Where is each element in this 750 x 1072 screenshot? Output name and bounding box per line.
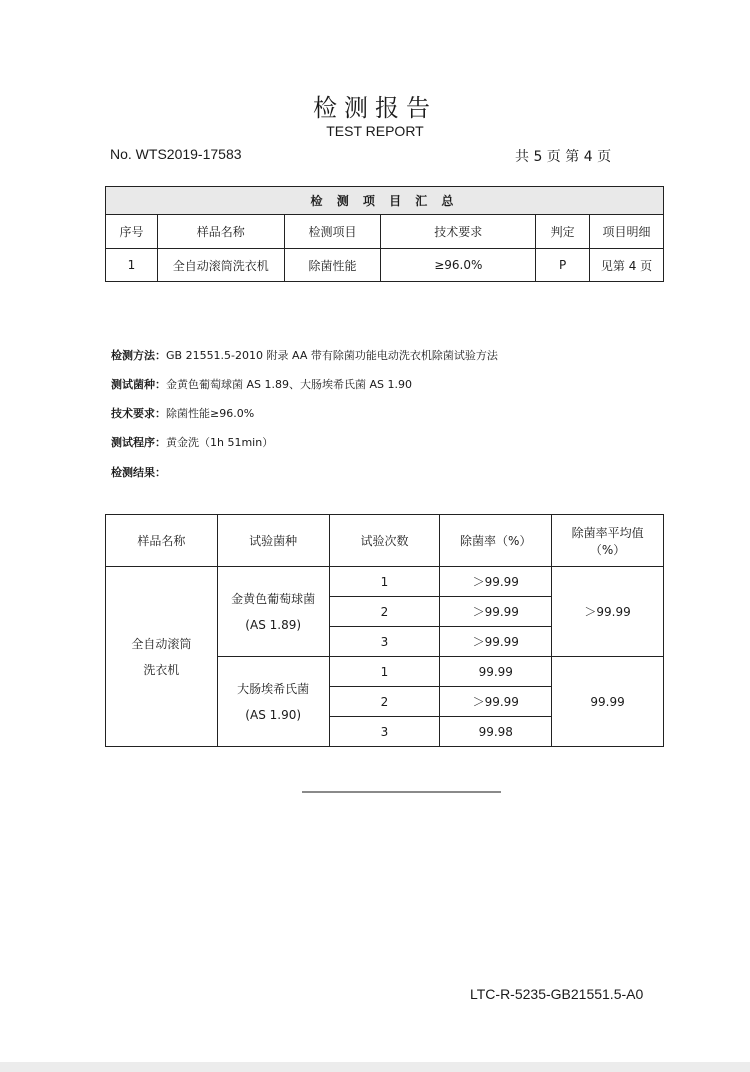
info-result-label: 检测结果： <box>111 466 166 479</box>
info-requirement-value: 除菌性能≥96.0% <box>166 407 255 420</box>
summary-cell-requirement: ≥96.0% <box>381 249 536 282</box>
results-col-rate: 除菌率（%） <box>440 515 552 567</box>
results-col-sample: 样品名称 <box>106 515 218 567</box>
results-strain2-line2: (AS 1.90) <box>245 707 302 722</box>
info-method-value: GB 21551.5-2010 附录 AA 带有除菌功能电动洗衣机除菌试验方法 <box>166 349 498 362</box>
results-strain1-average: ＞99.99 <box>552 567 664 657</box>
results-strain2 <box>217 657 329 747</box>
results-strain1 <box>217 567 329 657</box>
results-sample <box>106 567 218 747</box>
info-result <box>111 466 166 480</box>
info-strains <box>111 378 412 392</box>
results-table <box>105 514 664 747</box>
results-col-average-line1: 除菌率平均值 <box>571 525 644 540</box>
report-number: No. WTS2019-17583 <box>110 146 242 162</box>
summary-col-detail: 项目明细 <box>590 215 664 249</box>
end-divider <box>302 791 501 793</box>
results-trial-rate: 99.98 <box>440 717 552 747</box>
table-row <box>106 567 664 597</box>
info-program <box>111 436 273 450</box>
summary-cell-sample: 全自动滚筒洗衣机 <box>157 249 284 282</box>
results-col-strain: 试验菌种 <box>217 515 329 567</box>
info-requirement-label: 技术要求： <box>111 407 166 420</box>
results-sample-line2: 洗衣机 <box>143 662 180 677</box>
results-trial-rate: 99.99 <box>440 657 552 687</box>
table-row <box>106 249 664 282</box>
results-col-average <box>552 515 664 567</box>
results-trial-number: 2 <box>329 687 440 717</box>
summary-col-verdict: 判定 <box>536 215 590 249</box>
summary-title: 检 测 项 目 汇 总 <box>106 187 664 215</box>
results-col-trial: 试验次数 <box>329 515 440 567</box>
report-title-en: TEST REPORT <box>326 123 424 139</box>
results-strain2-line1: 大肠埃希氏菌 <box>237 681 310 696</box>
info-method <box>111 349 498 363</box>
results-trial-rate: ＞99.99 <box>440 627 552 657</box>
info-requirement <box>111 407 254 421</box>
document-code: LTC-R-5235-GB21551.5-A0 <box>470 986 644 1002</box>
summary-col-item: 检测项目 <box>284 215 381 249</box>
summary-cell-detail: 见第 4 页 <box>590 249 664 282</box>
report-title-cn: 检测报告 <box>313 94 437 122</box>
results-strain1-line1: 金黄色葡萄球菌 <box>231 591 316 606</box>
results-trial-number: 1 <box>329 657 440 687</box>
results-trial-number: 1 <box>329 567 440 597</box>
results-strain1-line2: (AS 1.89) <box>245 617 302 632</box>
page-edge <box>0 1062 750 1072</box>
info-method-label: 检测方法： <box>111 349 166 362</box>
summary-cell-item: 除菌性能 <box>284 249 381 282</box>
info-strains-label: 测试菌种： <box>111 378 166 391</box>
results-trial-rate: ＞99.99 <box>440 597 552 627</box>
summary-cell-verdict: P <box>536 249 590 282</box>
summary-col-sample: 样品名称 <box>157 215 284 249</box>
info-strains-value: 金黄色葡萄球菌 AS 1.89、大肠埃希氏菌 AS 1.90 <box>166 378 412 391</box>
results-trial-number: 3 <box>329 717 440 747</box>
results-strain2-average: 99.99 <box>552 657 664 747</box>
results-trial-number: 2 <box>329 597 440 627</box>
results-trial-number: 3 <box>329 627 440 657</box>
summary-cell-index: 1 <box>106 249 158 282</box>
results-col-average-line2: （%） <box>589 542 626 557</box>
page-info: 共 5 页 第 4 页 <box>515 149 612 165</box>
info-program-label: 测试程序： <box>111 436 166 449</box>
results-trial-rate: ＞99.99 <box>440 567 552 597</box>
summary-col-requirement: 技术要求 <box>381 215 536 249</box>
results-trial-rate: ＞99.99 <box>440 687 552 717</box>
results-sample-line1: 全自动滚筒 <box>131 636 192 651</box>
info-program-value: 黄金洗（1h 51min） <box>166 436 274 449</box>
summary-table <box>105 186 664 282</box>
summary-col-index: 序号 <box>106 215 158 249</box>
